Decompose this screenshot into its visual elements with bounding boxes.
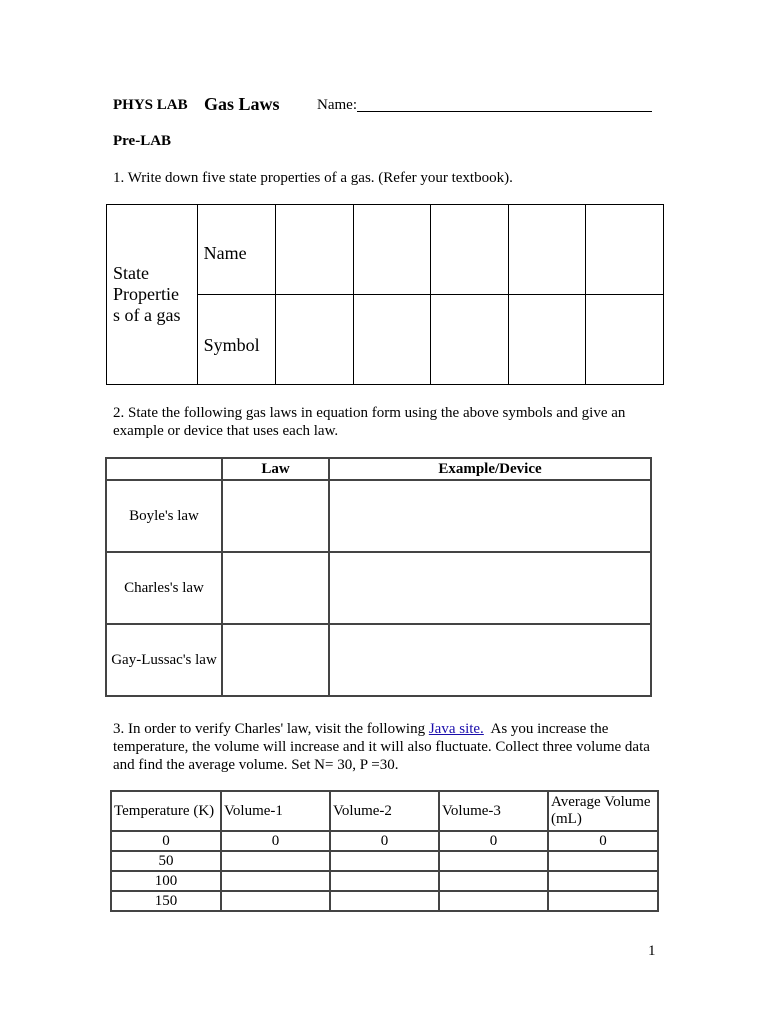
state-properties-table [106, 204, 664, 385]
course-label: PHYS LAB [113, 97, 188, 113]
temperature-cell: 50 [111, 851, 221, 871]
temperature-cell: 0 [111, 831, 221, 851]
table-row [111, 851, 658, 871]
volume-cell[interactable] [330, 871, 439, 891]
symbol-cell[interactable] [276, 295, 354, 385]
volume-1-header: Volume-1 [221, 791, 330, 831]
table-row [111, 891, 658, 911]
law-equation-cell[interactable] [222, 552, 329, 624]
average-cell[interactable]: 0 [548, 831, 658, 851]
state-properties-header [107, 205, 198, 385]
volume-3-header: Volume-3 [439, 791, 548, 831]
law-name: Charles's law [106, 552, 222, 624]
symbol-row-label: Symbol [197, 295, 276, 385]
name-cell[interactable] [276, 205, 354, 295]
temperature-cell: 150 [111, 891, 221, 911]
java-site-link[interactable]: Java site. [428, 721, 484, 737]
volume-2-header: Volume-2 [330, 791, 439, 831]
page-number: 1 [648, 943, 656, 959]
question-3-line-2: temperature, the volume will increase and it will also fluctuate. Collect three volume data [113, 739, 650, 755]
symbol-cell[interactable] [353, 295, 431, 385]
table-row [111, 871, 658, 891]
volume-cell[interactable]: 0 [439, 831, 548, 851]
volume-cell[interactable] [221, 851, 330, 871]
state-properties-line-2: Propertie [113, 284, 179, 304]
volume-data-table [110, 790, 659, 912]
temperature-header: Temperature (K) [111, 791, 221, 831]
law-equation-cell[interactable] [222, 624, 329, 696]
name-cell[interactable] [353, 205, 431, 295]
average-cell[interactable] [548, 871, 658, 891]
volume-cell[interactable] [221, 891, 330, 911]
average-cell[interactable] [548, 851, 658, 871]
volume-cell[interactable] [439, 851, 548, 871]
volume-cell[interactable] [221, 871, 330, 891]
state-properties-line-1: State [113, 263, 149, 283]
example-cell[interactable] [329, 624, 651, 696]
volume-cell[interactable] [439, 891, 548, 911]
question-1: 1. Write down five state properties of a gas. (Refer your textbook). [113, 170, 513, 186]
volume-cell[interactable] [330, 891, 439, 911]
document-title: Gas Laws [204, 94, 280, 114]
law-equation-cell[interactable] [222, 480, 329, 552]
example-cell[interactable] [329, 552, 651, 624]
name-cell[interactable] [586, 205, 664, 295]
temperature-cell: 100 [111, 871, 221, 891]
name-cell[interactable] [431, 205, 509, 295]
symbol-cell[interactable] [431, 295, 509, 385]
example-cell[interactable] [329, 480, 651, 552]
volume-cell[interactable]: 0 [330, 831, 439, 851]
question-3-line-1-post: As you increase the [483, 721, 609, 737]
average-cell[interactable] [548, 891, 658, 911]
name-label: Name: [317, 97, 357, 113]
state-properties-line-3: s of a gas [113, 305, 181, 325]
symbol-cell[interactable] [586, 295, 664, 385]
example-column-header: Example/Device [329, 458, 651, 480]
symbol-cell[interactable] [508, 295, 586, 385]
law-column-header: Law [222, 458, 329, 480]
question-3-line-3: and find the average volume. Set N= 30, P =30. [113, 757, 399, 773]
question-2-line-2: example or device that uses each law. [113, 423, 339, 439]
volume-cell[interactable] [330, 851, 439, 871]
question-2-line-1: 2. State the following gas laws in equation form using the above symbols and give an [113, 405, 626, 421]
prelab-heading: Pre-LAB [113, 133, 172, 149]
law-name: Boyle's law [106, 480, 222, 552]
question-3-line-1-pre: 3. In order to verify Charles' law, visit the following [113, 721, 429, 737]
question-3 [113, 720, 650, 774]
gas-laws-table [105, 457, 652, 697]
name-row-label: Name [197, 205, 276, 295]
average-volume-header: Average Volume (mL) [548, 791, 658, 831]
name-blank-line[interactable] [357, 111, 652, 112]
table-row [111, 831, 658, 851]
name-cell[interactable] [508, 205, 586, 295]
law-name: Gay-Lussac's law [106, 624, 222, 696]
empty-header-cell [106, 458, 222, 480]
volume-cell[interactable] [439, 871, 548, 891]
question-2 [113, 404, 625, 440]
volume-cell[interactable]: 0 [221, 831, 330, 851]
